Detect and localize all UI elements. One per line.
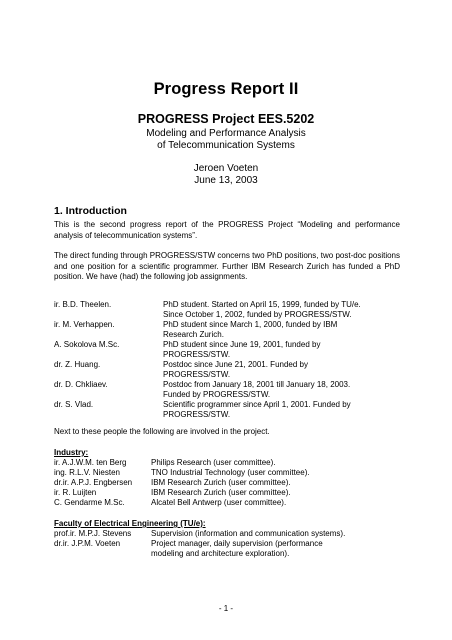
industry-name: C. Gendarme M.Sc. [54, 498, 125, 507]
assignment-name: dr. S. Vlad. [54, 400, 94, 409]
industry-role: Philips Research (user committee). [151, 458, 276, 467]
industry-role: TNO Industrial Technology (user committee). [151, 468, 310, 477]
report-title: Progress Report II [153, 80, 299, 98]
section-heading-introduction: 1. Introduction [54, 205, 127, 217]
assignment-detail-line: PROGRESS/STW. [163, 350, 231, 359]
assignment-details [163, 360, 403, 380]
topic-line-2: of Telecommunication Systems [157, 140, 295, 151]
involved-paragraph: Next to these people the following are involved in the project. [54, 427, 270, 436]
industry-row [54, 498, 404, 508]
intro-paragraph-1: This is the second progress report of the PROGRESS Project “Modeling and performance analysis of telecommunication systems”. [54, 220, 400, 240]
job-assignments-list [54, 300, 404, 420]
industry-row [54, 478, 404, 488]
assignment-detail-line: PROGRESS/STW. [163, 370, 231, 379]
assignment-row [54, 380, 404, 400]
assignment-name: dr. Z. Huang. [54, 360, 101, 369]
assignment-row [54, 300, 404, 320]
industry-row [54, 468, 404, 478]
faculty-heading: Faculty of Electrical Engineering (TU/e): [54, 519, 206, 528]
industry-name: ir. A.J.W.M. ten Berg [54, 458, 127, 467]
industry-name: ing. R.L.V. Niesten [54, 468, 120, 477]
report-date: June 13, 2003 [194, 175, 258, 186]
assignment-name: dr. D. Chkliaev. [54, 380, 108, 389]
industry-row [54, 458, 404, 468]
industry-role: IBM Research Zurich (user committee). [151, 488, 291, 497]
industry-heading: Industry: [54, 448, 89, 457]
industry-role: IBM Research Zurich (user committee). [151, 478, 291, 487]
assignment-detail-line: Since October 1, 2002, funded by PROGRESS/STW. [163, 310, 352, 319]
assignment-details [163, 400, 403, 420]
intro-paragraph-2: The direct funding through PROGRESS/STW concerns two PhD positions, two post-doc positions and one position for a scientific programmer. Further IBM Research Zurich has funded a PhD position. We have (had) the following job assignments. [54, 251, 400, 281]
assignment-details [163, 300, 403, 320]
assignment-detail-line: PhD student. Started on April 15, 1999, funded by TU/e. [163, 300, 361, 309]
assignment-detail-line: Scientific programmer since April 1, 2001. Funded by [163, 400, 351, 409]
page-number: - 1 - [218, 604, 234, 613]
faculty-role [151, 529, 345, 539]
faculty-role [151, 539, 323, 559]
industry-role: Alcatel Bell Antwerp (user committee). [151, 498, 287, 507]
assignment-row [54, 360, 404, 380]
assignment-row [54, 320, 404, 340]
assignment-name: A. Sokolova M.Sc. [54, 340, 120, 349]
assignment-detail-line: PROGRESS/STW. [163, 410, 231, 419]
faculty-name: dr.ir. J.P.M. Voeten [54, 539, 121, 548]
author-name: Jeroen Voeten [193, 163, 259, 174]
assignment-detail-line: Research Zurich. [163, 330, 224, 339]
industry-section [54, 448, 404, 508]
industry-name: ir. R. Luijten [54, 488, 97, 497]
faculty-role-line: modeling and architecture exploration). [151, 549, 290, 558]
assignment-name: ir. B.D. Theelen. [54, 300, 112, 309]
industry-row [54, 488, 404, 498]
assignment-row [54, 400, 404, 420]
faculty-section [54, 519, 404, 559]
assignment-name: ir. M. Verhappen. [54, 320, 115, 329]
faculty-row [54, 539, 404, 559]
assignment-detail-line: Postdoc from January 18, 2001 till January 18, 2003. [163, 380, 351, 389]
assignment-detail-line: PhD student since March 1, 2000, funded by IBM [163, 320, 338, 329]
faculty-row [54, 529, 404, 539]
assignment-detail-line: PhD student since June 19, 2001, funded by [163, 340, 321, 349]
faculty-name: prof.ir. M.P.J. Stevens [54, 529, 132, 538]
assignment-detail-line: Postdoc since June 21, 2001. Funded by [163, 360, 308, 369]
assignment-details [163, 340, 403, 360]
industry-name: dr.ir. A.P.J. Engbersen [54, 478, 133, 487]
topic-line-1: Modeling and Performance Analysis [146, 128, 306, 139]
assignment-row [54, 340, 404, 360]
faculty-role-line: Supervision (information and communication systems). [151, 529, 346, 538]
assignment-detail-line: Funded by PROGRESS/STW. [163, 390, 271, 399]
assignment-details [163, 380, 403, 400]
assignment-details [163, 320, 403, 340]
faculty-role-line: Project manager, daily supervision (performance [151, 539, 323, 548]
project-subtitle: PROGRESS Project EES.5202 [137, 112, 315, 126]
